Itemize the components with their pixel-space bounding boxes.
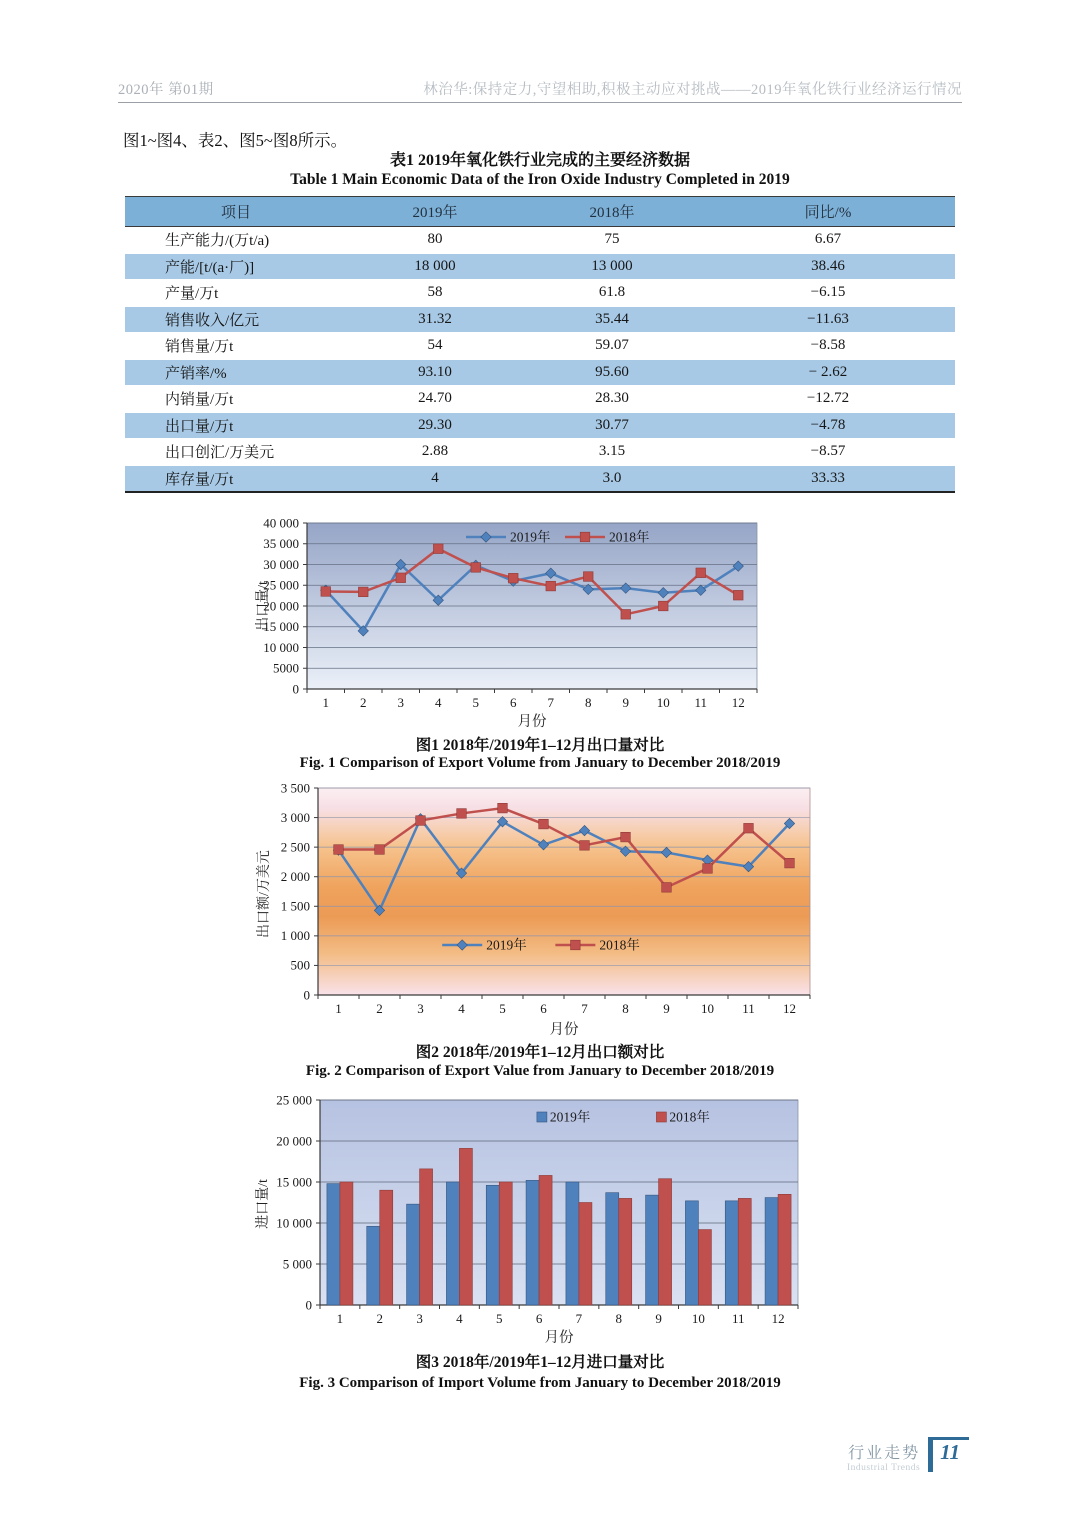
legend-label: 2019年 [549, 1109, 591, 1125]
legend-label: 2019年 [486, 937, 527, 953]
table-cell: 产量/万t [165, 286, 219, 303]
x-tick-label: 9 [622, 695, 629, 710]
data-point-marker [334, 845, 344, 855]
data-point-marker [621, 610, 631, 620]
x-tick-label: 1 [336, 1311, 344, 1326]
data-point-marker [662, 883, 672, 893]
data-point-marker [696, 568, 706, 578]
legend-label: 2018年 [609, 529, 650, 545]
fig2-y-axis-label: 出口额/万美元 [257, 850, 272, 938]
table-row [125, 359, 955, 386]
x-tick-label: 7 [581, 1001, 588, 1016]
data-point-marker [621, 832, 631, 842]
table-header-cell: 同比/% [804, 205, 852, 221]
bar [539, 1175, 552, 1305]
table-cell: 54 [427, 337, 443, 354]
table-cell: 销售收入/亿元 [165, 312, 260, 329]
table-cell: 24.70 [418, 390, 452, 407]
bar [738, 1198, 751, 1305]
data-point-marker [416, 816, 426, 826]
y-tick-label: 1 000 [280, 928, 310, 944]
bar [698, 1230, 711, 1305]
table-row [125, 465, 955, 492]
table-row [125, 227, 955, 254]
table-header-cell: 2019年 [412, 205, 458, 221]
figure1-caption-en: Fig. 1 Comparison of Export Volume from January to December 2018/2019 [299, 755, 781, 771]
table-cell: −12.72 [806, 390, 850, 407]
bar [367, 1226, 380, 1305]
fig1-y-axis-label: 出口量/t [256, 581, 271, 631]
table-cell: 出口量/万t [165, 418, 234, 435]
x-tick-label: 7 [547, 695, 554, 710]
x-tick-label: 11 [742, 1001, 755, 1016]
data-point-marker [580, 841, 590, 851]
table-cell: 13 000 [591, 257, 633, 274]
page-footer [847, 1437, 969, 1473]
page-header [118, 78, 962, 103]
table-cell: −4.78 [810, 416, 846, 433]
bar [499, 1182, 512, 1305]
table-header-row [125, 197, 955, 227]
bar [566, 1182, 579, 1305]
data-point-marker [571, 940, 581, 950]
bar [327, 1184, 340, 1305]
y-tick-label: 5000 [273, 660, 299, 676]
x-axis [318, 995, 810, 1016]
table-cell: 出口创汇/万美元 [165, 445, 275, 462]
data-point-marker [583, 572, 593, 582]
x-tick-label: 5 [472, 695, 479, 710]
table-cell: 58 [427, 284, 443, 301]
fig3-y-axis-label: 进口量/t [256, 1179, 271, 1229]
table-row [125, 253, 955, 280]
data-point-marker [498, 803, 508, 813]
x-tick-label: 5 [496, 1311, 503, 1326]
plot-area [318, 788, 810, 995]
table-cell: 内销量/万t [165, 392, 234, 409]
table-row [125, 280, 955, 307]
x-tick-label: 4 [458, 1001, 465, 1016]
bar [486, 1185, 499, 1305]
bar [685, 1201, 698, 1305]
figure2-caption-en: Fig. 2 Comparison of Export Value from January to December 2018/2019 [305, 1063, 775, 1079]
y-tick-label: 15 000 [276, 1174, 312, 1190]
table-cell: 销售量/万t [165, 339, 234, 356]
table-cell: −6.15 [810, 284, 846, 301]
x-axis [307, 689, 757, 710]
y-tick-label: 25 000 [276, 1092, 312, 1108]
legend-label: 2019年 [510, 529, 551, 545]
data-point-marker [785, 858, 795, 868]
table-row [125, 333, 955, 360]
export-volume-line-chart [252, 511, 812, 715]
table-cell: 61.8 [598, 284, 626, 301]
bar [765, 1198, 778, 1305]
table-cell: −8.58 [810, 337, 846, 354]
table-cell: −11.63 [807, 310, 849, 327]
fig2-x-axis-label: 月份 [549, 1022, 579, 1038]
y-tick-label: 0 [303, 987, 310, 1003]
y-tick-label: 30 000 [263, 556, 299, 572]
data-point-marker [539, 819, 549, 829]
data-point-marker [457, 809, 467, 819]
x-tick-label: 2 [376, 1001, 383, 1016]
x-tick-label: 1 [335, 1001, 342, 1016]
bar [340, 1182, 353, 1305]
y-tick-label: 10 000 [263, 639, 299, 655]
data-point-marker [375, 845, 385, 855]
table-cell: 30.77 [595, 416, 629, 433]
bar [407, 1204, 420, 1305]
data-point-marker [433, 544, 443, 554]
bar [459, 1148, 472, 1305]
bar [646, 1195, 659, 1305]
x-tick-label: 10 [656, 695, 670, 710]
table-cell: 29.30 [418, 416, 452, 433]
x-tick-label: 11 [694, 695, 708, 710]
table-cell: 93.10 [418, 363, 452, 380]
data-point-marker [471, 563, 481, 573]
table-cell: 80 [427, 231, 443, 248]
table-cell: 18 000 [414, 257, 456, 274]
fig3-x-axis-label: 月份 [544, 1330, 574, 1346]
bar [446, 1182, 459, 1305]
data-point-marker [321, 587, 331, 597]
bar [380, 1190, 393, 1305]
table-cell: −8.57 [810, 443, 846, 460]
table-row [125, 412, 955, 439]
export-value-line-chart [256, 778, 841, 1026]
y-tick-label: 35 000 [263, 536, 299, 552]
x-tick-label: 6 [510, 695, 517, 710]
x-tick-label: 12 [783, 1001, 796, 1016]
y-tick-label: 25 000 [263, 577, 299, 593]
x-tick-label: 7 [575, 1311, 583, 1326]
x-tick-label: 10 [691, 1311, 705, 1326]
y-axis [281, 780, 318, 1002]
y-tick-label: 3 000 [280, 809, 310, 825]
table-cell: 3.15 [598, 443, 626, 460]
y-axis [276, 1092, 320, 1312]
legend-label: 2018年 [599, 937, 640, 953]
table-row [125, 439, 955, 466]
table-cell: 95.60 [595, 363, 629, 380]
y-tick-label: 0 [292, 681, 299, 697]
bar [619, 1198, 632, 1305]
x-tick-label: 12 [771, 1311, 785, 1326]
x-tick-label: 8 [615, 1311, 622, 1326]
y-tick-label: 5 000 [282, 1256, 312, 1272]
bar [579, 1203, 592, 1306]
journal-issue: 2020年 第01期 [118, 82, 214, 98]
data-point-marker [703, 864, 713, 874]
x-tick-label: 3 [417, 1001, 424, 1016]
table-row [125, 306, 955, 333]
table-cell: 库存量/万t [165, 471, 234, 488]
x-tick-label: 8 [622, 1001, 629, 1016]
y-tick-label: 20 000 [276, 1133, 312, 1149]
x-tick-label: 1 [322, 695, 329, 710]
x-tick-label: 4 [435, 695, 442, 710]
table-cell: 产能/[t/(a·厂)] [165, 259, 255, 276]
bar [420, 1169, 433, 1305]
data-point-marker [733, 590, 743, 600]
figure3-caption-en: Fig. 3 Comparison of Import Volume from January to December 2018/2019 [299, 1375, 781, 1391]
table-header-cell: 2018年 [589, 205, 635, 221]
table-header-cell: 项目 [220, 205, 251, 221]
y-tick-label: 2 000 [280, 869, 310, 885]
table-cell: 75 [604, 231, 620, 248]
y-tick-label: 500 [290, 957, 310, 973]
x-tick-label: 9 [663, 1001, 670, 1016]
y-tick-label: 40 000 [263, 515, 299, 531]
figure3-caption-cn: 图3 2018年/2019年1–12月进口量对比 [415, 1354, 665, 1371]
bar [725, 1201, 738, 1305]
footer-section-cn: 行业走势 [848, 1445, 921, 1462]
footer-section-title [847, 1437, 920, 1473]
table-cell: 生产能力/(万t/a) [165, 233, 270, 250]
table-cell: 33.33 [811, 469, 845, 486]
bar [778, 1194, 791, 1305]
table-row [125, 386, 955, 413]
legend-label: 2018年 [669, 1109, 710, 1125]
data-point-marker [546, 581, 556, 591]
fig1-x-axis-label: 月份 [517, 714, 547, 730]
figure2-caption-cn: 图2 2018年/2019年1–12月出口额对比 [415, 1044, 665, 1061]
data-point-marker [580, 532, 590, 542]
x-tick-label: 6 [535, 1311, 543, 1326]
data-point-marker [658, 601, 668, 611]
y-tick-label: 0 [305, 1297, 312, 1313]
table-cell: 产销率/% [165, 365, 227, 382]
data-point-marker [744, 823, 754, 833]
x-tick-label: 2 [376, 1311, 383, 1326]
x-axis [320, 1305, 798, 1326]
x-tick-label: 6 [540, 1001, 547, 1016]
table-cell: − 2.62 [808, 363, 848, 380]
table-cell: 38.46 [811, 257, 845, 274]
data-point-marker [508, 573, 518, 583]
y-tick-label: 15 000 [263, 619, 299, 635]
import-volume-bar-chart [255, 1090, 820, 1334]
bar [659, 1179, 672, 1305]
x-tick-label: 10 [701, 1001, 714, 1016]
x-tick-label: 3 [416, 1311, 423, 1326]
bar [526, 1180, 539, 1305]
y-tick-label: 20 000 [263, 598, 299, 614]
y-tick-label: 2 500 [280, 839, 310, 855]
economic-data-table [125, 196, 955, 493]
y-tick-label: 3 500 [280, 780, 310, 796]
data-point-marker [358, 587, 368, 597]
x-tick-label: 2 [360, 695, 367, 710]
y-axis [263, 515, 307, 696]
bar [606, 1193, 619, 1305]
figure1-caption-cn: 图1 2018年/2019年1–12月出口量对比 [415, 737, 665, 754]
x-tick-label: 9 [655, 1311, 662, 1326]
table-cell: 59.07 [595, 337, 629, 354]
x-tick-label: 3 [397, 695, 404, 710]
x-tick-label: 5 [499, 1001, 506, 1016]
table-cell: 3.0 [602, 469, 622, 486]
running-title: 林治华:保持定力,守望相助,积极主动应对挑战——2019年氧化铁行业经济运行情况 [423, 82, 962, 98]
table-cell: 6.67 [814, 231, 842, 248]
y-tick-label: 1 500 [280, 898, 310, 914]
table-cell: 4 [431, 469, 439, 486]
table1-title-en: Table 1 Main Economic Data of the Iron Oxide Industry Completed in 2019 [290, 171, 790, 188]
x-tick-label: 12 [731, 695, 745, 710]
table-cell: 31.32 [418, 310, 452, 327]
intro-text: 图1~图4、表2、图5~图8所示。 [123, 131, 348, 150]
x-tick-label: 4 [456, 1311, 463, 1326]
table-cell: 35.44 [595, 310, 629, 327]
x-tick-label: 11 [731, 1311, 745, 1326]
footer-section-en: Industrial Trends [846, 1463, 921, 1473]
table-cell: 28.30 [595, 390, 629, 407]
table1-title-cn: 表1 2019年氧化铁行业完成的主要经济数据 [389, 152, 690, 169]
page-number: 11 [928, 1437, 969, 1472]
y-tick-label: 10 000 [276, 1215, 312, 1231]
data-point-marker [396, 573, 406, 583]
table-cell: 2.88 [421, 443, 449, 460]
x-tick-label: 8 [585, 695, 592, 710]
